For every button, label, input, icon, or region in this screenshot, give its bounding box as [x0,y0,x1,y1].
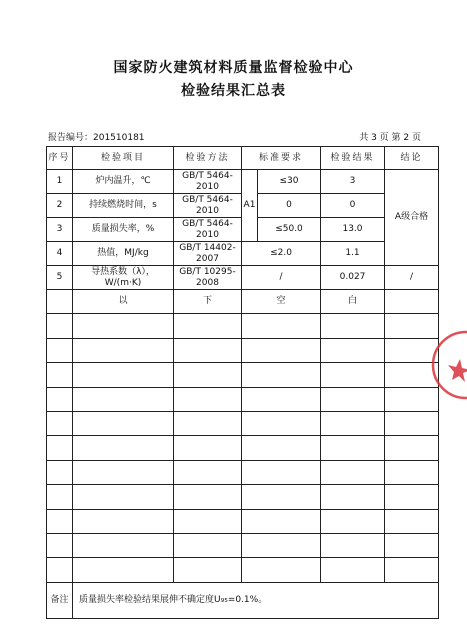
row-item: 质量损失率，% [73,218,174,242]
table-row [47,266,439,290]
empty-cell [385,411,439,435]
row-result: 13.0 [321,218,385,242]
empty-row [47,533,439,557]
header-item: 检验项目 [73,147,174,170]
empty-cell [242,460,321,484]
row-no: 2 [47,194,73,218]
empty-cell [73,460,174,484]
empty-cell [73,436,174,460]
row-item: 持续燃烧时间，s [73,194,174,218]
row-item: 炉内温升，℃ [73,170,174,194]
header-requirement: 标准要求 [242,147,321,170]
table-row [47,170,439,194]
empty-cell [174,314,242,338]
empty-cell [242,314,321,338]
row-requirement: ≤30 [258,170,321,194]
page-info: 共 3 页 第 2 页 [359,133,421,143]
empty-cell [73,387,174,411]
row-item [73,266,174,290]
empty-cell [385,436,439,460]
row-result: 1.1 [321,242,385,266]
empty-row [47,558,439,582]
empty-cell [47,558,73,582]
empty-cell [242,436,321,460]
empty-row [47,411,439,435]
empty-cell [242,387,321,411]
page-title: 国家防火建筑材料质量监督检验中心 [113,60,354,76]
empty-cell [174,363,242,387]
conclusion-cell: A级合格 [385,170,439,266]
empty-cell [73,338,174,362]
empty-cell [47,533,73,557]
empty-cell [47,363,73,387]
empty-cell [321,363,385,387]
row-no: 5 [47,266,73,290]
empty-cell [73,411,174,435]
blank-char-2: 下 [174,290,242,314]
empty-cell [73,363,174,387]
empty-cell [174,338,242,362]
empty-cell [385,558,439,582]
empty-cell [321,485,385,509]
empty-cell [321,387,385,411]
empty-cell [321,314,385,338]
row-method: GB/T 10295-2008 [174,266,242,290]
row-conclusion: / [385,266,439,290]
empty-cell [47,338,73,362]
seal-stamp [426,325,467,405]
empty-cell [174,436,242,460]
empty-row [47,485,439,509]
blank-char-3: 空 [242,290,321,314]
empty-cell [47,509,73,533]
empty-cell [73,314,174,338]
empty-cell [242,485,321,509]
report-number: 报告编号：201510181 [48,133,145,143]
blank-char-4: 白 [321,290,385,314]
row-result: 0 [321,194,385,218]
note-row [47,582,439,618]
empty-cell [174,460,242,484]
empty-cell [385,460,439,484]
empty-cell [174,485,242,509]
row-result: 0.027 [321,266,385,290]
row-item-line2: W/(m·K) [104,277,142,288]
row-result: 3 [321,170,385,194]
empty-cell [321,558,385,582]
page-subtitle: 检验结果汇总表 [181,83,286,99]
empty-cell [242,558,321,582]
note-text: 质量损失率检验结果展伸不确定度U₉₅=0.1%。 [73,582,439,618]
empty-cell [47,485,73,509]
empty-row [47,387,439,411]
empty-cell [321,509,385,533]
table-row [47,242,439,266]
empty-cell [47,411,73,435]
class-label: A1 [242,170,258,242]
empty-cell [73,558,174,582]
header-method: 检验方法 [174,147,242,170]
empty-cell [321,533,385,557]
header-conclusion: 结论 [385,147,439,170]
row-item-line1: 导热系数（λ）， [91,266,155,277]
empty-row [47,509,439,533]
empty-cell [73,485,174,509]
empty-cell [73,509,174,533]
header-no: 序号 [47,147,73,170]
empty-row [47,436,439,460]
empty-cell [242,533,321,557]
row-method: GB/T 5464-2010 [174,218,242,242]
empty-cell [321,338,385,362]
empty-cell [385,509,439,533]
row-requirement: ≤2.0 [242,242,321,266]
results-table [46,146,439,619]
row-no: 1 [47,170,73,194]
empty-cell [47,436,73,460]
row-method: GB/T 5464-2010 [174,170,242,194]
row-no: 3 [47,218,73,242]
table-header [47,147,439,170]
header-result: 检验结果 [321,147,385,170]
empty-row [47,338,439,362]
empty-cell [321,460,385,484]
empty-cell [242,509,321,533]
empty-cell [174,411,242,435]
row-requirement: 0 [258,194,321,218]
empty-cell [47,387,73,411]
empty-row [47,460,439,484]
empty-cell [174,509,242,533]
row-method: GB/T 5464-2010 [174,194,242,218]
note-label: 备注 [47,582,73,618]
empty-cell [174,558,242,582]
blank-marker-row [47,290,439,314]
empty-cell [385,533,439,557]
empty-cell [47,460,73,484]
empty-cell [321,411,385,435]
empty-cell [321,436,385,460]
empty-cell [242,363,321,387]
empty-cell [174,533,242,557]
row-item: 热值，MJ/kg [73,242,174,266]
blank-char-1: 以 [73,290,174,314]
empty-row [47,314,439,338]
row-method: GB/T 14402-2007 [174,242,242,266]
empty-cell [242,411,321,435]
empty-cell [242,338,321,362]
empty-row [47,363,439,387]
row-requirement: ≤50.0 [258,218,321,242]
empty-cell [385,485,439,509]
row-no: 4 [47,242,73,266]
row-requirement: / [242,266,321,290]
empty-cell [47,314,73,338]
empty-cell [73,533,174,557]
empty-cell [174,387,242,411]
